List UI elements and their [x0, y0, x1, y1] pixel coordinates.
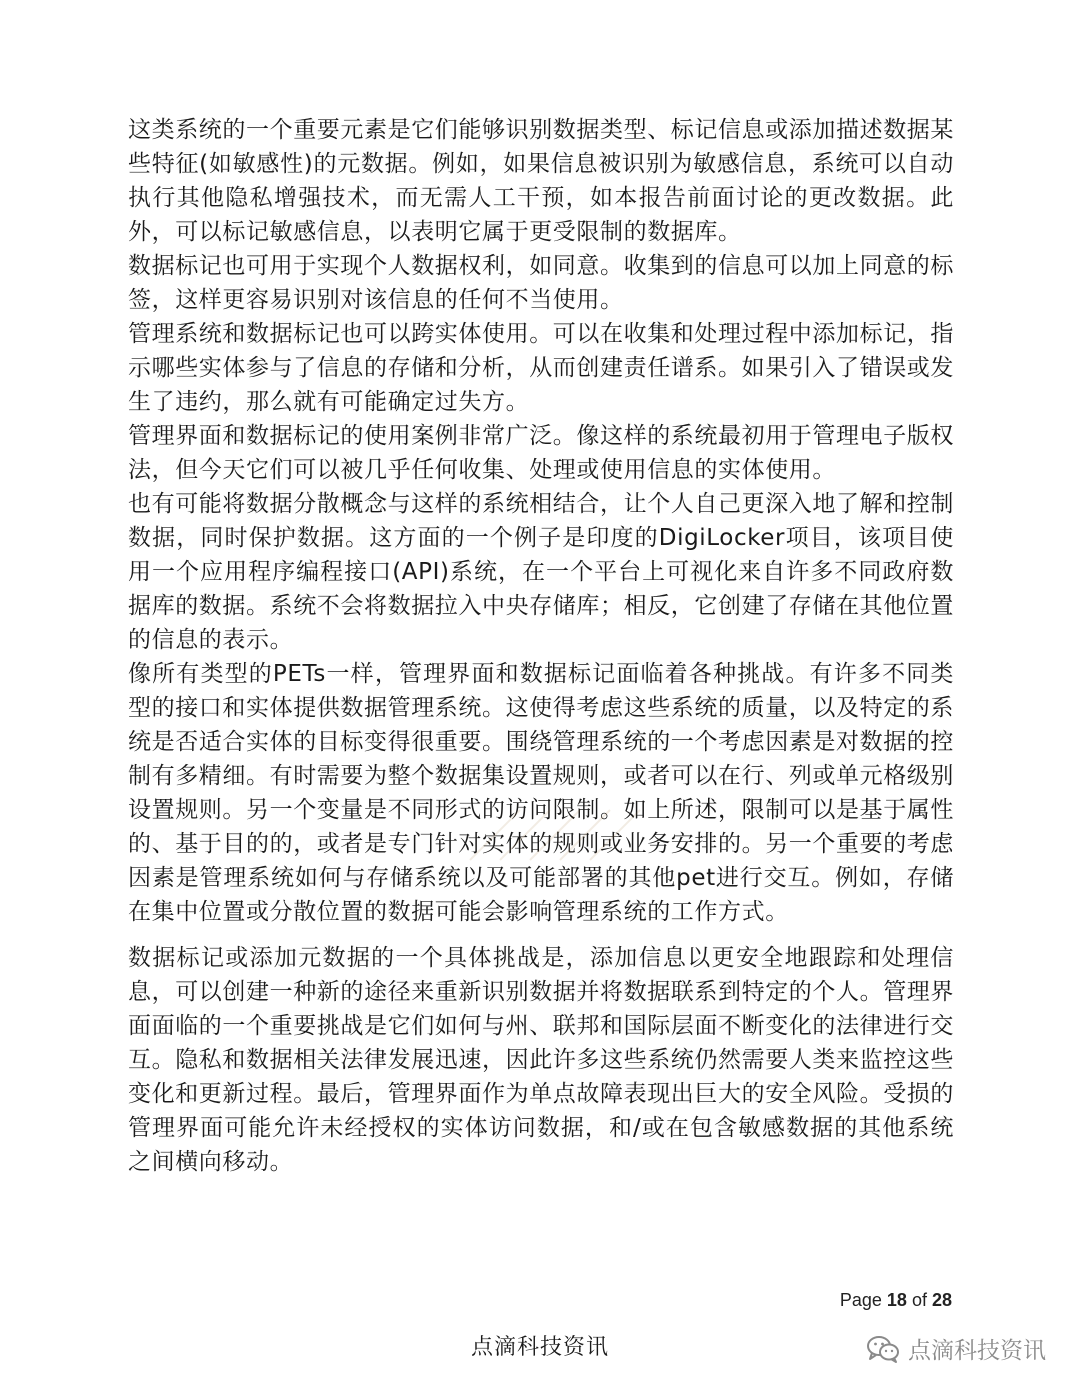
- paragraph: 管理系统和数据标记也可以跨实体使用。可以在收集和处理过程中添加标记，指示哪些实体参与了信息的存储和分析，从而创建责任谱系。如果引入了错误或发生了违约，那么就有可能确定过失方。: [128, 321, 954, 415]
- paragraph: 像所有类型的PETs一样，管理界面和数据标记面临着各种挑战。有许多不同类型的接口和实体提供数据管理系统。这使得考虑这些系统的质量，以及特定的系统是否适合实体的目标变得很重要。围绕管理系统的一个考虑因素是对数据的控制有多精细。有时需要为整个数据集设置规则，或者可以在行、列或单元格级别设置规则。另一个变量是不同形式的访问限制。如上所述，限制可以是基于属性的、基于目的的，或者是专门针对实体的规则或业务安排的。另一个重要的考虑因素是管理系统如何与存储系统以及可能部署的其他pet进行交互。例如，存储在集中位置或分散位置的数据可能会影响管理系统的工作方式。: [128, 661, 954, 925]
- paragraph: 管理界面和数据标记的使用案例非常广泛。像这样的系统最初用于管理电子版权法，但今天它们可以被几乎任何收集、处理或使用信息的实体使用。: [128, 423, 954, 483]
- footer-title: 点滴科技资讯: [470, 1335, 609, 1360]
- paragraph: 数据标记或添加元数据的一个具体挑战是，添加信息以更安全地跟踪和处理信息，可以创建一种新的途径来重新识别数据并将数据联系到特定的个人。管理界面面临的一个重要挑战是它们如何与州、联邦和国际层面不断变化的法律进行交互。隐私和数据相关法律发展迅速，因此许多这些系统仍然需要人类来监控这些变化和更新过程。最后，管理界面作为单点故障表现出巨大的安全风险。受损的管理界面可能允许未经授权的实体访问数据，和/或在包含敏感数据的其他系统之间横向移动。: [128, 945, 954, 1175]
- account-watermark: [866, 1332, 1046, 1365]
- paragraph: 这类系统的一个重要元素是它们能够识别数据类型、标记信息或添加描述数据某些特征(如敏感性)的元数据。例如，如果信息被识别为敏感信息，系统可以自动执行其他隐私增强技术，而无需人工干预，如本报告前面讨论的更改数据。此外，可以标记敏感信息，以表明它属于更受限制的数据库。: [128, 117, 954, 245]
- body-text: [128, 113, 954, 1179]
- page-number: [840, 1290, 952, 1311]
- page-of: of: [911, 1290, 927, 1310]
- paragraph: 也有可能将数据分散概念与这样的系统相结合，让个人自己更深入地了解和控制数据，同时保护数据。这方面的一个例子是印度的DigiLocker项目，该项目使用一个应用程序编程接口(API)系统，在一个平台上可视化来自许多不同政府数据库的数据。系统不会将数据拉入中央存储库；相反，它创建了存储在其他位置的信息的表示。: [128, 491, 954, 653]
- page-total: 28: [931, 1290, 952, 1310]
- faint-watermark-stamp: [460, 800, 680, 870]
- wechat-icon: [866, 1334, 900, 1364]
- page-label: Page: [839, 1290, 882, 1310]
- watermark-text: 点滴科技资讯: [908, 1338, 1046, 1364]
- page-current: 18: [886, 1290, 907, 1310]
- paragraph: 数据标记也可用于实现个人数据权利，如同意。收集到的信息可以加上同意的标签，这样更容易识别对该信息的任何不当使用。: [128, 253, 954, 313]
